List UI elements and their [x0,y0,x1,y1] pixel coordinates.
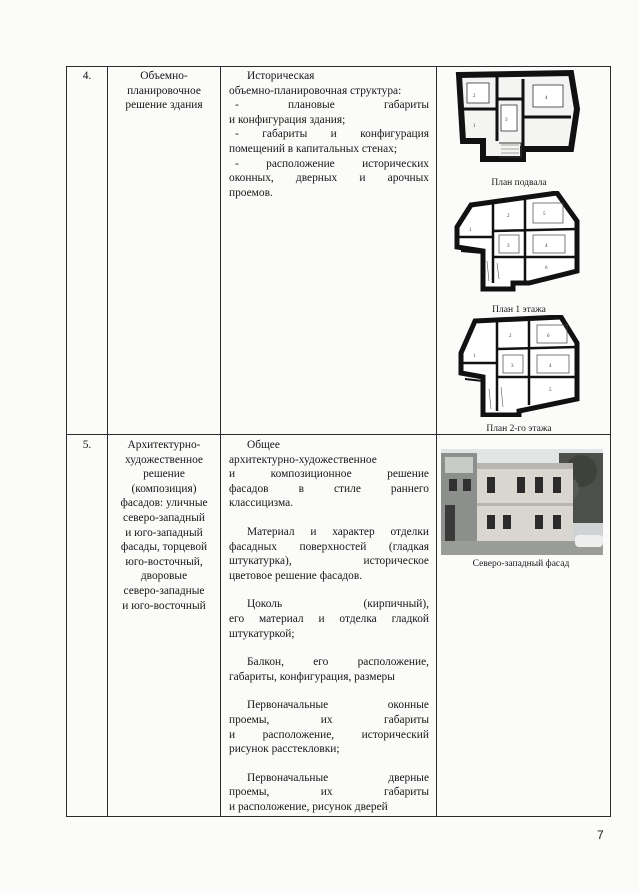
element-name-line: дворовые [140,570,188,583]
description-line: фасадов в стиле раннего [229,482,429,495]
first-floor-plan-caption: План 1 этажа [492,305,546,315]
description-paragraph [229,655,429,684]
description-line: - габариты и конфигурация [235,128,429,141]
description-line: архитектурно-художественное [229,453,377,466]
element-name-line: и юго-восточный [122,599,206,612]
second-floor-plan-caption: План 2-го этажа [486,424,552,434]
svg-text:2: 2 [507,214,510,219]
element-name-line: фасадов: уличные [120,497,208,510]
northwest-facade-photo [441,449,603,555]
description-line: Первоначальные дверные [247,771,429,784]
first-floor-plan-image [453,191,583,295]
svg-text:3: 3 [505,118,508,123]
page-number: 7 [597,828,604,842]
element-name-line: юго-восточный, [125,555,203,568]
description-line: рисунок расстекловки; [229,743,340,756]
description-line: - плановые габариты [235,99,429,112]
element-name-line: (композиция) [131,482,197,495]
description-line: Первоначальные оконные [247,699,429,712]
description-line: помещений в капитальных стенах; [229,142,398,155]
basement-plan-image [453,69,583,165]
description-paragraph [229,597,429,641]
element-name-line: решение здания [125,99,203,112]
description-line: Цоколь (кирпичный), [247,598,429,611]
row-4-description [229,69,429,200]
description-paragraph [229,438,429,511]
basement-plan-caption: План подвала [491,178,547,188]
description-line: - расположение исторических [235,157,429,170]
svg-text:4: 4 [545,96,548,101]
element-name-line: решение [143,468,185,481]
column-divider [220,67,221,816]
element-name-line: и юго-западный [125,526,203,539]
svg-text:5: 5 [543,212,546,217]
description-line: проемы, их габариты [229,713,429,726]
description-paragraph [229,525,429,583]
column-divider [436,67,437,816]
element-name-line: Архитектурно- [127,439,201,451]
description-line: и расположение, рисунок дверей [229,800,388,813]
description-line: Историческая [247,70,315,82]
svg-text:4: 4 [545,244,548,249]
element-name-line: художественное [125,453,203,466]
description-line: штукатурка), историческое [229,555,429,568]
description-line: габариты, конфигурация, размеры [229,670,395,683]
svg-text:2: 2 [509,334,512,339]
description-line: штукатуркой; [229,627,295,640]
svg-text:3: 3 [511,364,514,369]
svg-text:1: 1 [473,354,476,359]
description-paragraph [229,698,429,756]
row-5-number: 5. [82,439,92,451]
northwest-facade-caption: Северо-западный фасад [472,559,570,569]
element-name-line: северо-западный [123,511,205,524]
element-name-line: планировочное [127,84,201,97]
description-line: фасадных поверхностей (гладкая [229,540,429,553]
description-line: проемы, их габариты [229,786,429,799]
row-5-description [229,438,429,814]
description-line: и конфигурация здания; [229,113,346,126]
row-divider [67,434,610,435]
svg-text:4: 4 [549,364,552,369]
second-floor-plan-image [453,315,583,417]
svg-text:2: 2 [473,94,476,99]
description-paragraph [229,771,429,815]
description-line: его материал и отделка гладкой [229,612,429,625]
svg-text:5: 5 [549,388,552,393]
description-line: Материал и характер отделки [247,525,429,538]
description-line: и расположение, исторический [229,728,429,741]
svg-text:1: 1 [473,124,476,129]
description-line: проемов. [229,186,273,199]
heritage-table [66,66,611,817]
description-line: цветовое решение фасадов. [229,569,363,582]
description-line: Балкон, его расположение, [247,656,429,669]
element-name-line: Объемно- [140,70,188,82]
row-4-element-name [108,69,220,113]
svg-text:3: 3 [507,244,510,249]
description-line: Общее [247,439,280,451]
description-line: классицизма. [229,497,294,510]
svg-text:1: 1 [469,228,472,233]
svg-text:6: 6 [545,266,548,271]
description-line: объемно-планировочная структура: [229,84,402,97]
description-line: оконных, дверных и арочных [229,172,429,185]
svg-text:6: 6 [547,334,550,339]
row-4-number: 4. [82,70,92,82]
element-name-line: фасады, торцевой [120,541,208,554]
row-5-element-name [108,438,220,613]
element-name-line: северо-западные [123,584,205,597]
description-line: и композиционное решение [229,468,429,481]
